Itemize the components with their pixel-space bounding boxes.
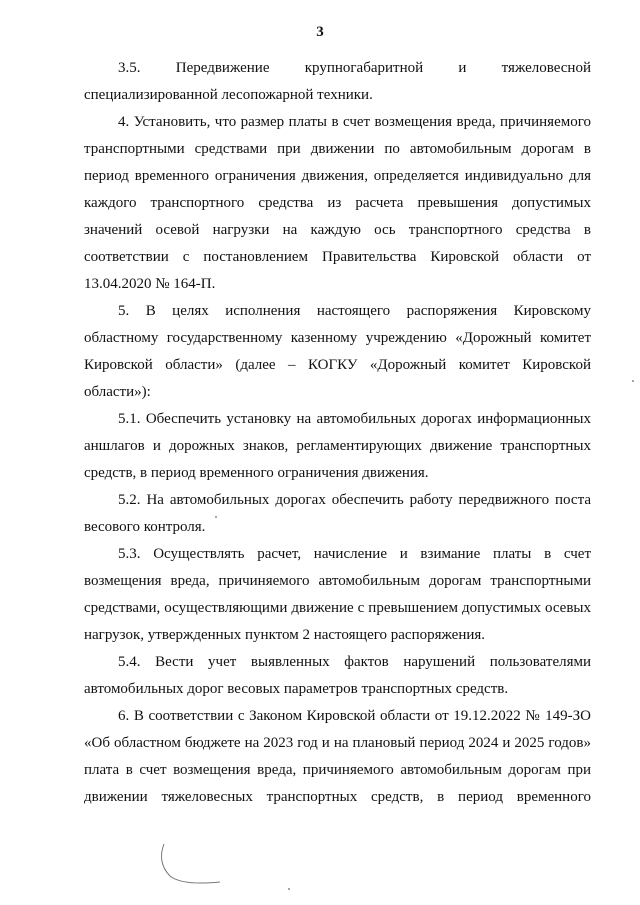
text-line: 5.3. Осуществлять расчет, начисление и взимание платы в счет bbox=[118, 546, 591, 562]
text-line: автомобильных дорог весовых параметров транспортных средств. bbox=[84, 681, 509, 697]
text-line: движении тяжеловесных транспортных средств, в период временного bbox=[84, 789, 591, 805]
text-line: нагрузок, утвержденных пунктом 2 настоящего распоряжения. bbox=[84, 627, 486, 643]
scan-dot bbox=[215, 516, 217, 518]
text-line: транспортными средствами при движении по автомобильным дорогам в bbox=[84, 141, 591, 157]
text-line: аншлагов и дорожных знаков, регламентирующих движение транспортных bbox=[84, 438, 591, 454]
text-line: областному государственному казенному учреждению «Дорожный комитет bbox=[84, 330, 591, 346]
text-line: 5. В целях исполнения настоящего распоряжения Кировскому bbox=[118, 303, 591, 319]
text-line: период временного ограничения движения, определяется индивидуально для bbox=[84, 168, 591, 184]
text-line: 5.1. Обеспечить установку на автомобильных дорогах информационных bbox=[118, 411, 591, 427]
text-line: средствами, осуществляющими движение с превышением допустимых осевых bbox=[84, 600, 591, 616]
page-number: 3 bbox=[316, 24, 324, 40]
scan-dot bbox=[288, 888, 290, 890]
text-line: весового контроля. bbox=[84, 519, 206, 535]
text-line: соответствии с постановлением Правительства Кировской области от bbox=[84, 249, 591, 265]
text-line: 3.5. Передвижение крупногабаритной и тяжеловесной bbox=[118, 60, 591, 76]
text-line: области»): bbox=[84, 384, 151, 400]
text-line: Кировской области» (далее – КОГКУ «Дорожный комитет Кировской bbox=[84, 357, 591, 373]
text-line: 6. В соответствии с Законом Кировской области от 19.12.2022 № 149-ЗО bbox=[118, 708, 591, 724]
text-line: возмещения вреда, причиняемого автомобильным дорогам транспортными bbox=[84, 573, 591, 589]
text-line: 13.04.2020 № 164-П. bbox=[84, 276, 216, 292]
text-line: плата в счет возмещения вреда, причиняемого автомобильным дорогам при bbox=[84, 762, 591, 778]
text-line: значений осевой нагрузки на каждую ось транспортного средства в bbox=[84, 222, 591, 238]
text-line: 5.2. На автомобильных дорогах обеспечить работу передвижного поста bbox=[118, 492, 591, 508]
text-line: 5.4. Вести учет выявленных фактов нарушений пользователями bbox=[118, 654, 591, 670]
text-line: 4. Установить, что размер платы в счет возмещения вреда, причиняемого bbox=[118, 114, 591, 130]
text-line: «Об областном бюджете на 2023 год и на плановый период 2024 и 2025 годов» bbox=[84, 735, 591, 751]
scan-artifact-mark bbox=[150, 840, 240, 890]
text-line: средств, в период временного ограничения движения. bbox=[84, 465, 429, 481]
text-line: каждого транспортного средства из расчета превышения допустимых bbox=[84, 195, 591, 211]
scan-dot bbox=[632, 380, 634, 382]
text-line: специализированной лесопожарной техники. bbox=[84, 87, 373, 103]
